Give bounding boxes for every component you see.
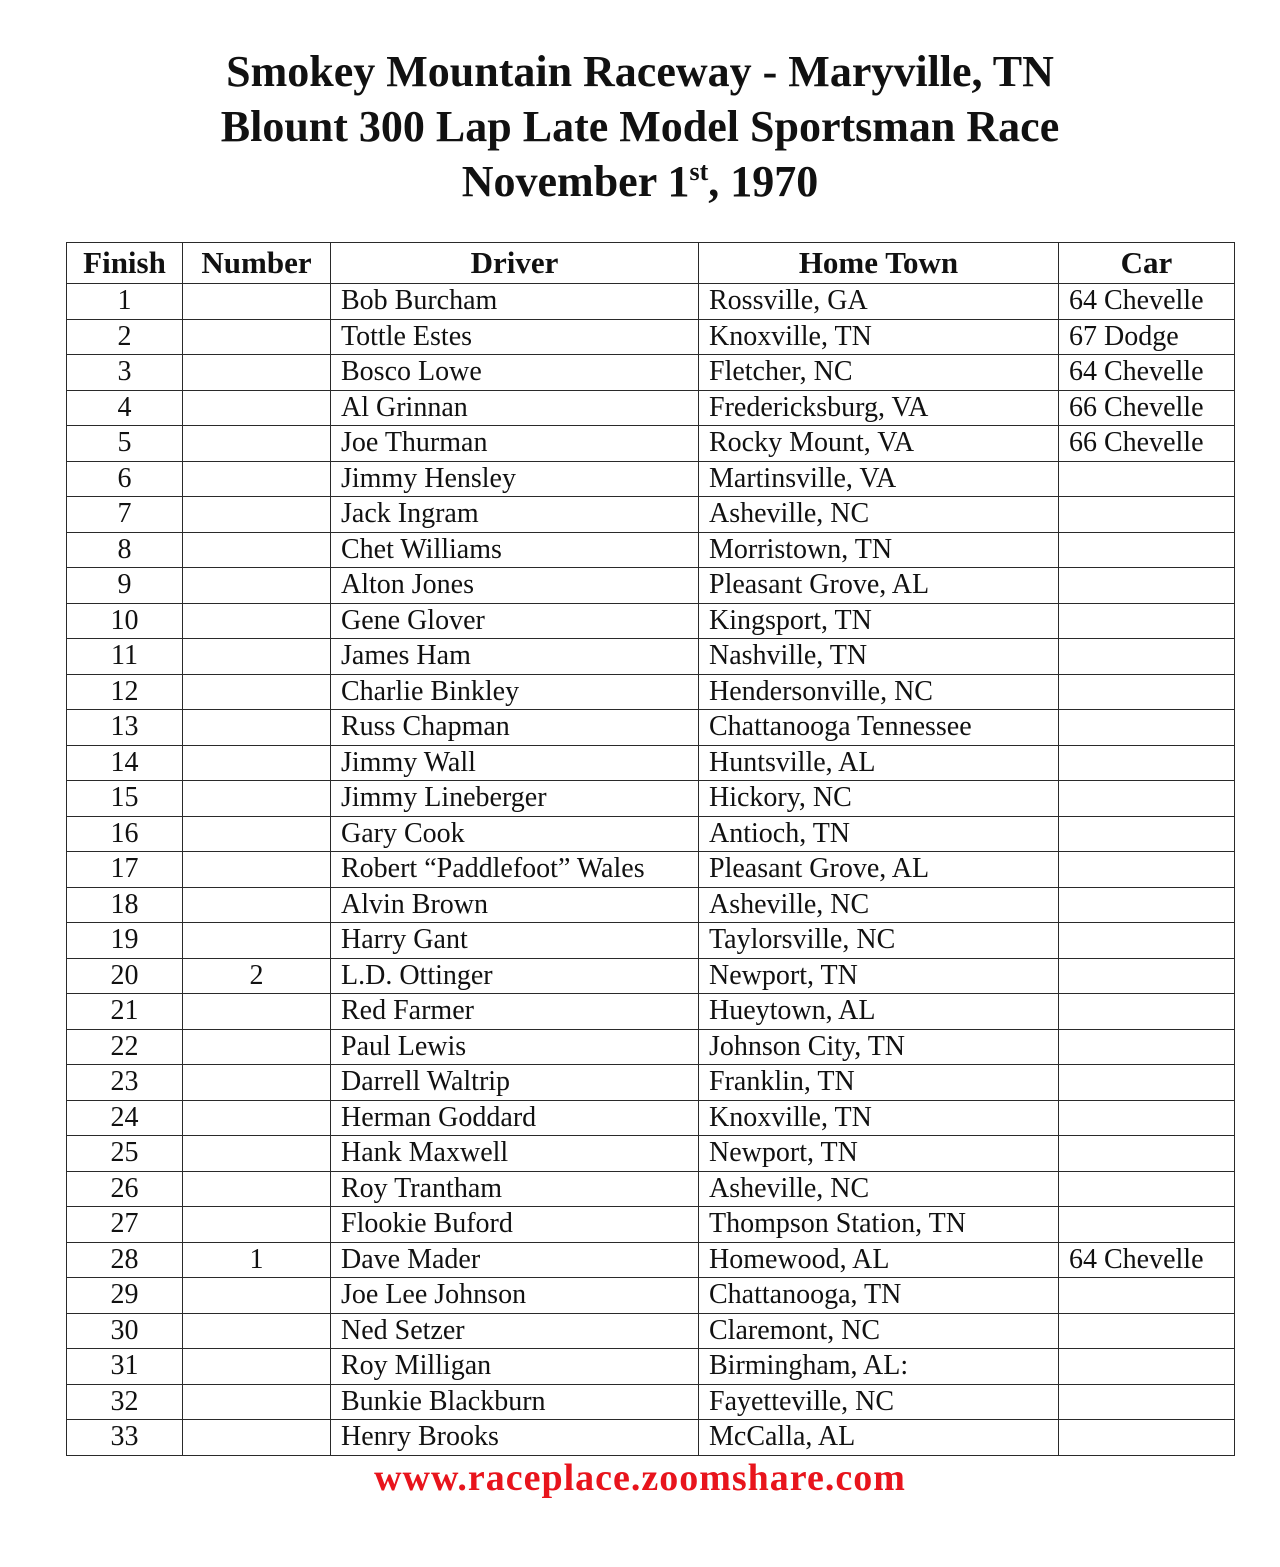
driver-cell: Jimmy Hensley [331, 461, 699, 497]
number-cell [183, 674, 331, 710]
driver-cell: Alton Jones [331, 568, 699, 604]
title-line-3 [0, 154, 1280, 209]
home-town-cell: Morristown, TN [699, 532, 1059, 568]
finish-cell: 5 [67, 426, 183, 462]
table-row [67, 426, 1235, 462]
finish-cell: 2 [67, 319, 183, 355]
driver-cell: Flookie Buford [331, 1207, 699, 1243]
car-cell [1059, 1349, 1235, 1385]
car-cell [1059, 994, 1235, 1030]
table-row [67, 1136, 1235, 1172]
table-row [67, 1171, 1235, 1207]
table-row [67, 1278, 1235, 1314]
driver-cell: Roy Trantham [331, 1171, 699, 1207]
number-cell [183, 745, 331, 781]
number-cell [183, 532, 331, 568]
number-cell [183, 390, 331, 426]
car-cell: 66 Chevelle [1059, 390, 1235, 426]
number-cell [183, 1420, 331, 1456]
driver-cell: Henry Brooks [331, 1420, 699, 1456]
home-town-cell: Fredericksburg, VA [699, 390, 1059, 426]
car-cell [1059, 1171, 1235, 1207]
finish-cell: 13 [67, 710, 183, 746]
car-cell [1059, 1384, 1235, 1420]
finish-cell: 22 [67, 1029, 183, 1065]
finish-cell: 29 [67, 1278, 183, 1314]
car-cell [1059, 532, 1235, 568]
number-cell [183, 816, 331, 852]
table-row [67, 284, 1235, 320]
car-cell: 64 Chevelle [1059, 355, 1235, 391]
car-cell [1059, 639, 1235, 675]
header-finish: Finish [67, 243, 183, 284]
driver-cell: Jack Ingram [331, 497, 699, 533]
table-row [67, 958, 1235, 994]
title-date-suffix: st [689, 157, 709, 186]
car-cell [1059, 1420, 1235, 1456]
table-row [67, 852, 1235, 888]
title-date-month-day: November 1 [461, 157, 690, 206]
driver-cell: James Ham [331, 639, 699, 675]
finish-cell: 6 [67, 461, 183, 497]
finish-cell: 4 [67, 390, 183, 426]
number-cell [183, 497, 331, 533]
car-cell [1059, 1278, 1235, 1314]
finish-cell: 12 [67, 674, 183, 710]
table-row [67, 1384, 1235, 1420]
driver-cell: Ned Setzer [331, 1313, 699, 1349]
home-town-cell: Kingsport, TN [699, 603, 1059, 639]
header-home-town: Home Town [699, 243, 1059, 284]
driver-cell: Alvin Brown [331, 887, 699, 923]
table-row [67, 1313, 1235, 1349]
number-cell [183, 1171, 331, 1207]
car-cell: 64 Chevelle [1059, 1242, 1235, 1278]
finish-cell: 18 [67, 887, 183, 923]
finish-cell: 16 [67, 816, 183, 852]
number-cell [183, 1349, 331, 1385]
number-cell [183, 568, 331, 604]
table-row [67, 497, 1235, 533]
driver-cell: L.D. Ottinger [331, 958, 699, 994]
table-row [67, 745, 1235, 781]
finish-cell: 19 [67, 923, 183, 959]
car-cell [1059, 710, 1235, 746]
finish-cell: 27 [67, 1207, 183, 1243]
number-cell [183, 994, 331, 1030]
table-row [67, 532, 1235, 568]
table-row [67, 1100, 1235, 1136]
number-cell [183, 852, 331, 888]
table-row [67, 568, 1235, 604]
table-row [67, 1065, 1235, 1101]
finish-cell: 30 [67, 1313, 183, 1349]
finish-cell: 17 [67, 852, 183, 888]
driver-cell: Paul Lewis [331, 1029, 699, 1065]
number-cell [183, 1136, 331, 1172]
driver-cell: Herman Goddard [331, 1100, 699, 1136]
home-town-cell: Chattanooga, TN [699, 1278, 1059, 1314]
number-cell [183, 639, 331, 675]
number-cell [183, 781, 331, 817]
number-cell [183, 1278, 331, 1314]
table-row [67, 923, 1235, 959]
car-cell [1059, 1207, 1235, 1243]
table-row [67, 816, 1235, 852]
finish-cell: 9 [67, 568, 183, 604]
finish-cell: 23 [67, 1065, 183, 1101]
car-cell [1059, 1313, 1235, 1349]
table-row [67, 390, 1235, 426]
table-row [67, 994, 1235, 1030]
home-town-cell: Hendersonville, NC [699, 674, 1059, 710]
driver-cell: Bunkie Blackburn [331, 1384, 699, 1420]
home-town-cell: Hueytown, AL [699, 994, 1059, 1030]
home-town-cell: Birmingham, AL: [699, 1349, 1059, 1385]
driver-cell: Bob Burcham [331, 284, 699, 320]
home-town-cell: Homewood, AL [699, 1242, 1059, 1278]
table-row [67, 710, 1235, 746]
number-cell: 2 [183, 958, 331, 994]
car-cell [1059, 958, 1235, 994]
driver-cell: Darrell Waltrip [331, 1065, 699, 1101]
number-cell [183, 426, 331, 462]
finish-cell: 20 [67, 958, 183, 994]
home-town-cell: Hickory, NC [699, 781, 1059, 817]
car-cell [1059, 781, 1235, 817]
home-town-cell: Johnson City, TN [699, 1029, 1059, 1065]
home-town-cell: Newport, TN [699, 958, 1059, 994]
title-line-1: Smokey Mountain Raceway - Maryville, TN [226, 47, 1054, 96]
number-cell [183, 923, 331, 959]
car-cell [1059, 568, 1235, 604]
number-cell [183, 1029, 331, 1065]
number-cell [183, 461, 331, 497]
car-cell [1059, 674, 1235, 710]
home-town-cell: Martinsville, VA [699, 461, 1059, 497]
home-town-cell: Pleasant Grove, AL [699, 852, 1059, 888]
table-row [67, 1029, 1235, 1065]
number-cell [183, 1100, 331, 1136]
car-cell [1059, 497, 1235, 533]
finish-cell: 8 [67, 532, 183, 568]
finish-cell: 11 [67, 639, 183, 675]
number-cell: 1 [183, 1242, 331, 1278]
car-cell [1059, 923, 1235, 959]
driver-cell: Joe Lee Johnson [331, 1278, 699, 1314]
car-cell [1059, 1136, 1235, 1172]
driver-cell: Chet Williams [331, 532, 699, 568]
home-town-cell: Knoxville, TN [699, 319, 1059, 355]
driver-cell: Jimmy Wall [331, 745, 699, 781]
footer-url: www.raceplace.zoomshare.com [374, 1457, 906, 1499]
finish-cell: 10 [67, 603, 183, 639]
driver-cell: Al Grinnan [331, 390, 699, 426]
home-town-cell: McCalla, AL [699, 1420, 1059, 1456]
document-title [0, 44, 1280, 209]
driver-cell: Dave Mader [331, 1242, 699, 1278]
home-town-cell: Asheville, NC [699, 887, 1059, 923]
number-cell [183, 1207, 331, 1243]
home-town-cell: Fletcher, NC [699, 355, 1059, 391]
home-town-cell: Thompson Station, TN [699, 1207, 1059, 1243]
finish-cell: 14 [67, 745, 183, 781]
driver-cell: Joe Thurman [331, 426, 699, 462]
home-town-cell: Chattanooga Tennessee [699, 710, 1059, 746]
finish-cell: 26 [67, 1171, 183, 1207]
finish-cell: 21 [67, 994, 183, 1030]
car-cell [1059, 603, 1235, 639]
number-cell [183, 355, 331, 391]
home-town-cell: Asheville, NC [699, 497, 1059, 533]
finish-cell: 15 [67, 781, 183, 817]
number-cell [183, 319, 331, 355]
title-date-year: , 1970 [708, 157, 819, 206]
driver-cell: Tottle Estes [331, 319, 699, 355]
table-row [67, 639, 1235, 675]
finish-cell: 1 [67, 284, 183, 320]
car-cell [1059, 816, 1235, 852]
home-town-cell: Nashville, TN [699, 639, 1059, 675]
table-row [67, 781, 1235, 817]
driver-cell: Gary Cook [331, 816, 699, 852]
table-row [67, 674, 1235, 710]
table-row [67, 319, 1235, 355]
car-cell [1059, 1100, 1235, 1136]
number-cell [183, 1313, 331, 1349]
car-cell [1059, 461, 1235, 497]
title-line-2: Blount 300 Lap Late Model Sportsman Race [220, 102, 1060, 151]
car-cell [1059, 745, 1235, 781]
home-town-cell: Rocky Mount, VA [699, 426, 1059, 462]
driver-cell: Gene Glover [331, 603, 699, 639]
table-row [67, 1420, 1235, 1456]
table-row [67, 1242, 1235, 1278]
car-cell [1059, 1065, 1235, 1101]
number-cell [183, 710, 331, 746]
car-cell [1059, 1029, 1235, 1065]
finish-cell: 3 [67, 355, 183, 391]
home-town-cell: Huntsville, AL [699, 745, 1059, 781]
home-town-cell: Claremont, NC [699, 1313, 1059, 1349]
home-town-cell: Antioch, TN [699, 816, 1059, 852]
driver-cell: Hank Maxwell [331, 1136, 699, 1172]
finish-cell: 25 [67, 1136, 183, 1172]
home-town-cell: Pleasant Grove, AL [699, 568, 1059, 604]
driver-cell: Jimmy Lineberger [331, 781, 699, 817]
number-cell [183, 284, 331, 320]
table-row [67, 603, 1235, 639]
car-cell: 66 Chevelle [1059, 426, 1235, 462]
driver-cell: Robert “Paddlefoot” Wales [331, 852, 699, 888]
table-row [67, 461, 1235, 497]
results-body [67, 284, 1235, 1456]
results-table [66, 242, 1235, 1456]
table-row [67, 887, 1235, 923]
finish-cell: 31 [67, 1349, 183, 1385]
car-cell [1059, 852, 1235, 888]
finish-cell: 32 [67, 1384, 183, 1420]
home-town-cell: Franklin, TN [699, 1065, 1059, 1101]
table-row [67, 1349, 1235, 1385]
header-row [67, 243, 1235, 284]
number-cell [183, 1384, 331, 1420]
number-cell [183, 603, 331, 639]
finish-cell: 33 [67, 1420, 183, 1456]
finish-cell: 24 [67, 1100, 183, 1136]
car-cell [1059, 887, 1235, 923]
home-town-cell: Taylorsville, NC [699, 923, 1059, 959]
header-car: Car [1059, 243, 1235, 284]
home-town-cell: Asheville, NC [699, 1171, 1059, 1207]
home-town-cell: Fayetteville, NC [699, 1384, 1059, 1420]
header-driver: Driver [331, 243, 699, 284]
driver-cell: Russ Chapman [331, 710, 699, 746]
header-number: Number [183, 243, 331, 284]
car-cell: 67 Dodge [1059, 319, 1235, 355]
number-cell [183, 887, 331, 923]
table-row [67, 355, 1235, 391]
home-town-cell: Rossville, GA [699, 284, 1059, 320]
driver-cell: Charlie Binkley [331, 674, 699, 710]
driver-cell: Bosco Lowe [331, 355, 699, 391]
finish-cell: 7 [67, 497, 183, 533]
number-cell [183, 1065, 331, 1101]
finish-cell: 28 [67, 1242, 183, 1278]
table-row [67, 1207, 1235, 1243]
driver-cell: Harry Gant [331, 923, 699, 959]
car-cell: 64 Chevelle [1059, 284, 1235, 320]
home-town-cell: Knoxville, TN [699, 1100, 1059, 1136]
driver-cell: Roy Milligan [331, 1349, 699, 1385]
driver-cell: Red Farmer [331, 994, 699, 1030]
home-town-cell: Newport, TN [699, 1136, 1059, 1172]
